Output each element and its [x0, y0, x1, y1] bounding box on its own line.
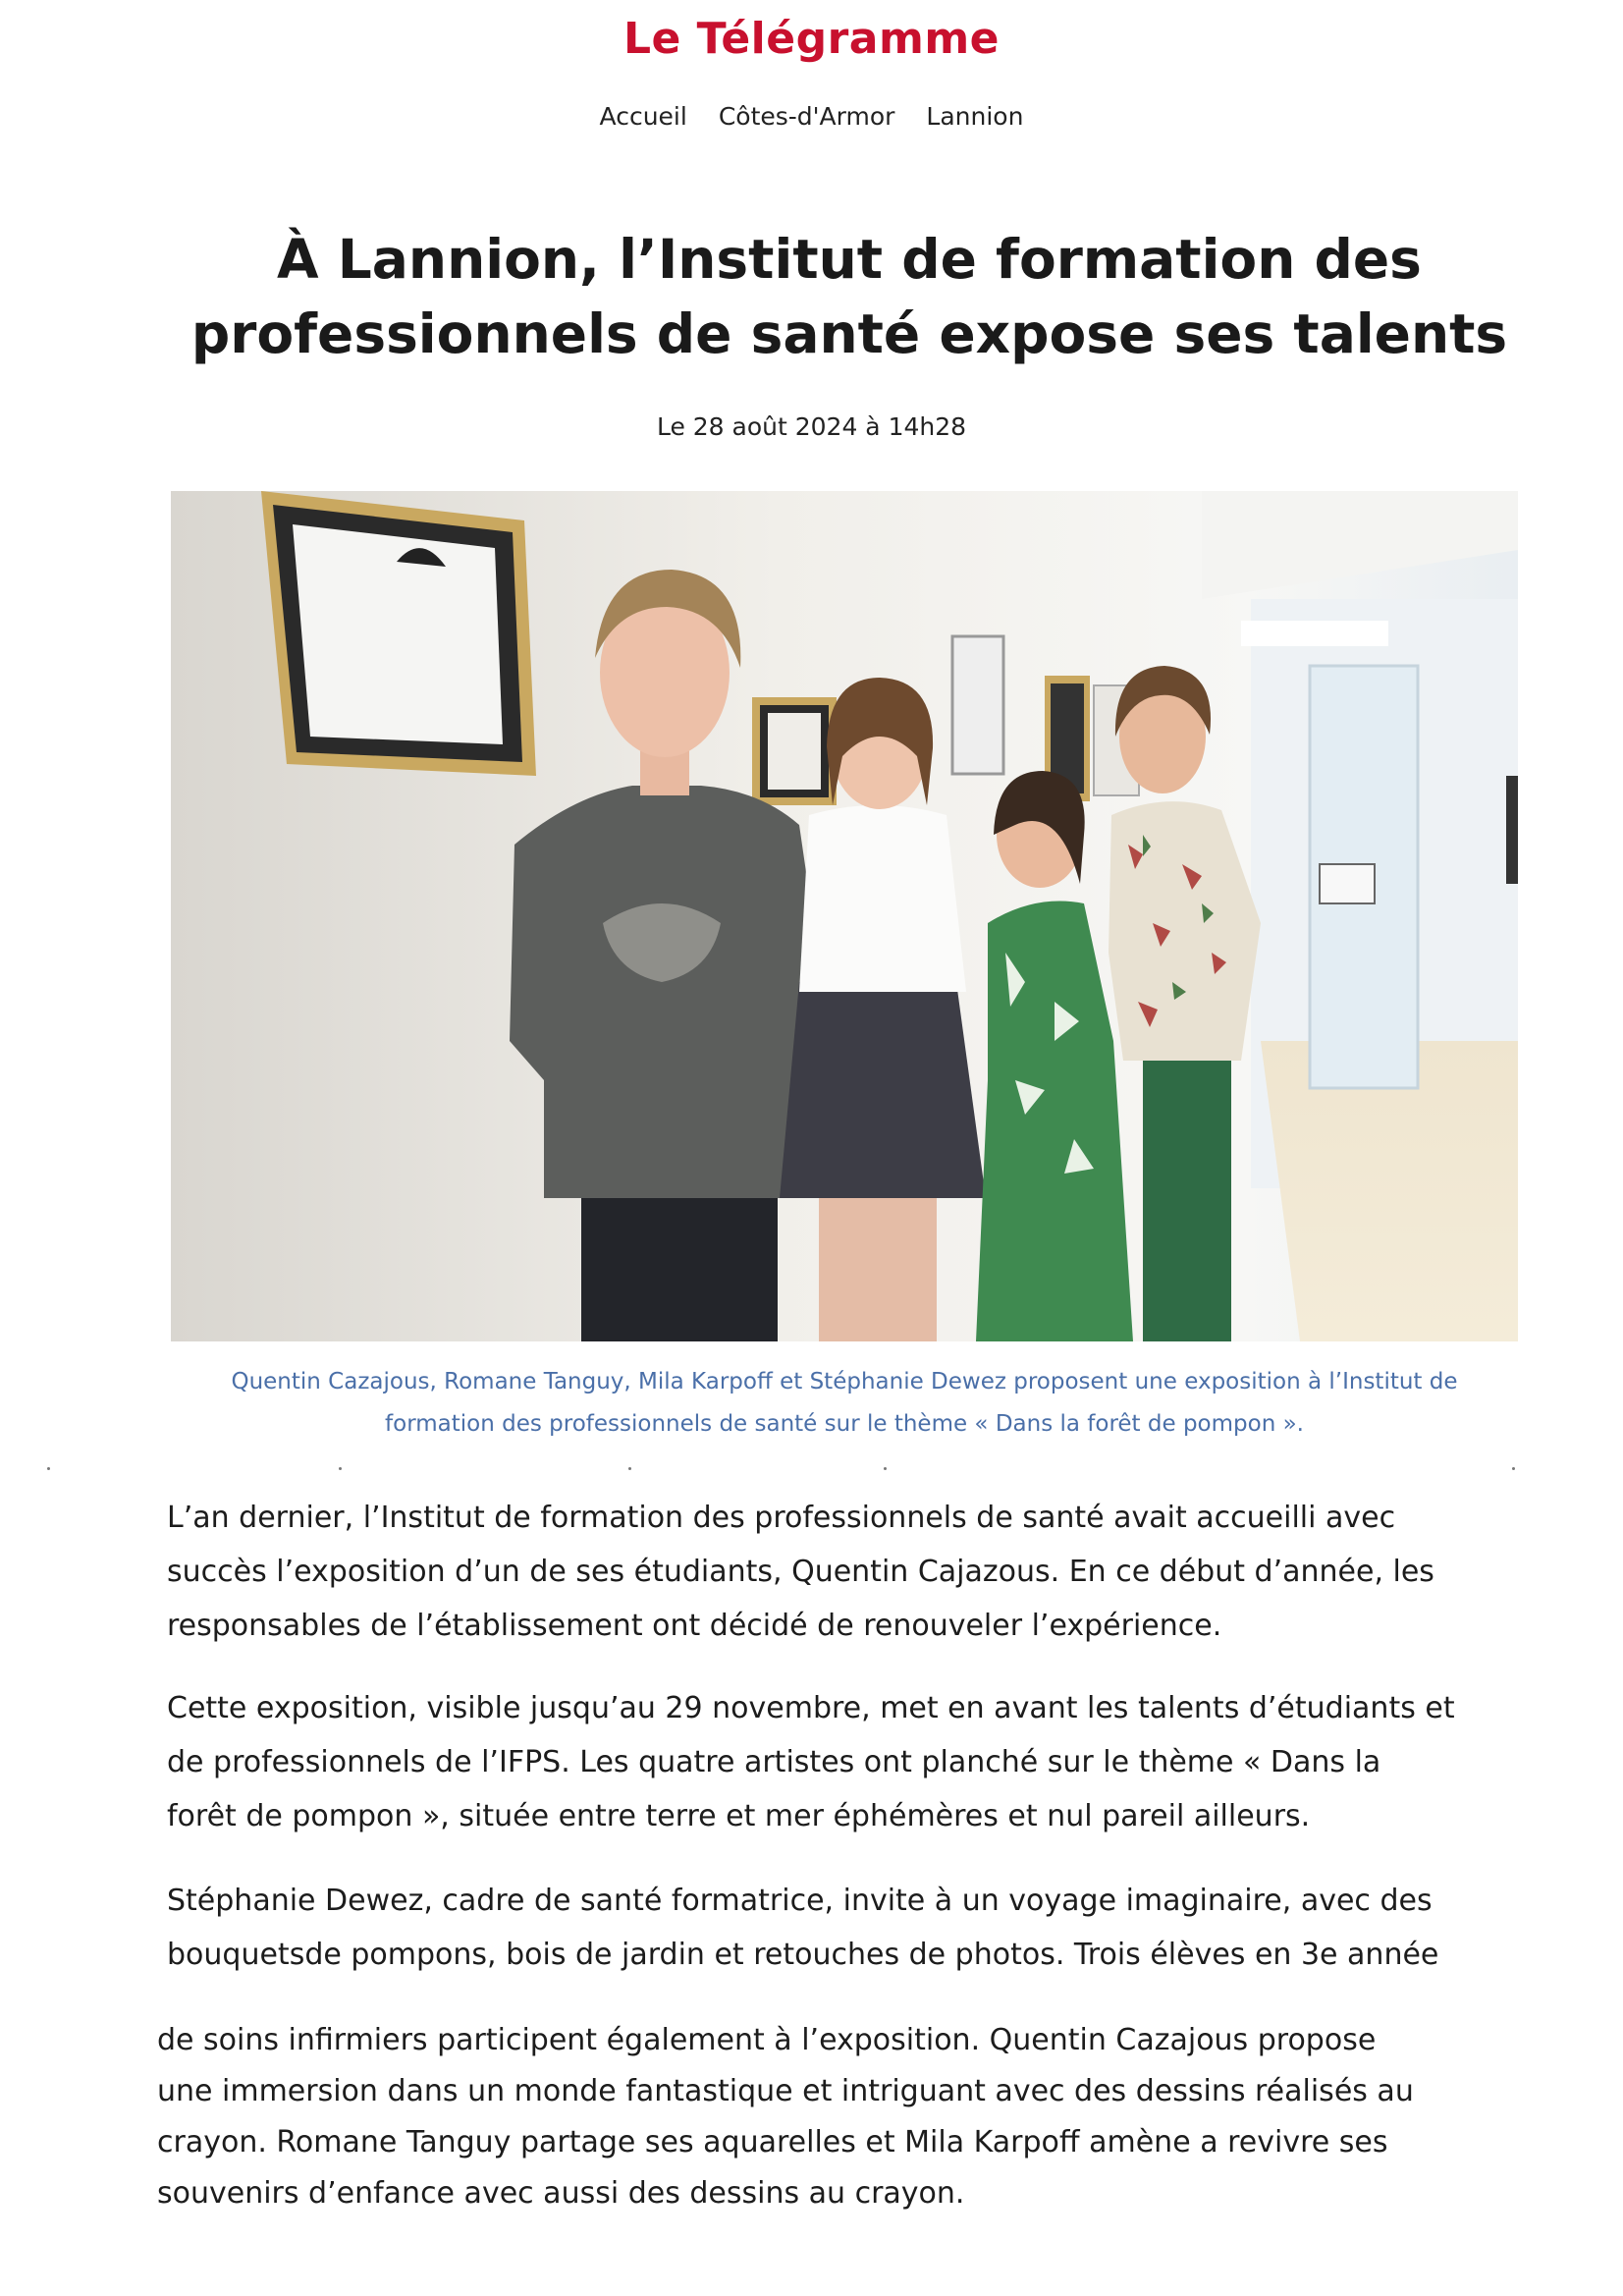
- site-logo[interactable]: Le Télégramme: [622, 14, 1001, 64]
- paragraph-line: L’an dernier, l’Institut de formation des professionnels de santé avait accueilli avec: [167, 1501, 1396, 1535]
- breadcrumb-item-accueil[interactable]: Accueil: [599, 102, 687, 131]
- framed-artwork-3: [952, 636, 1003, 774]
- paragraph-line: succès l’exposition d’un de ses étudiants, Quentin Cajazous. En ce début d’année, les: [167, 1555, 1434, 1589]
- photo-caption-line-1: Quentin Cazajous, Romane Tanguy, Mila Karpoff et Stéphanie Dewez proposent une exposition à l’Institut de: [231, 1369, 1458, 1394]
- paragraph-line: de soins infirmiers participent également à l’exposition. Quentin Cazajous propose: [157, 2023, 1377, 2057]
- breadcrumb-item-cotes-darmor[interactable]: Côtes-d'Armor: [718, 102, 895, 131]
- framed-artwork-2: [752, 697, 837, 805]
- article-date: Le 28 août 2024 à 14h28: [656, 412, 967, 441]
- framed-artwork-1: [261, 491, 536, 776]
- article-title-line-2: professionnels de santé expose ses talents: [190, 302, 1508, 365]
- photo-caption: [167, 1361, 1522, 1446]
- paragraph-line: bouquetsde pompons, bois de jardin et retouches de photos. Trois élèves en 3e année: [167, 1938, 1439, 1972]
- paragraph-line: responsables de l’établissement ont décidé de renouveler l’expérience.: [167, 1609, 1222, 1643]
- paragraph-line: crayon. Romane Tanguy partage ses aquarelles et Mila Karpoff amène a revivre ses: [157, 2125, 1388, 2159]
- paragraph-line: Stéphanie Dewez, cadre de santé formatrice, invite à un voyage imaginaire, avec des: [167, 1884, 1433, 1918]
- article-paragraph-1: [167, 1491, 1542, 1653]
- paragraph-line: une immersion dans un monde fantastique et intriguant avec des dessins réalisés au: [157, 2074, 1414, 2108]
- article-paragraph-2: [167, 1681, 1542, 1843]
- photo-caption-line-2: formation des professionnels de santé sur le thème « Dans la forêt de pompon ».: [385, 1411, 1304, 1437]
- breadcrumb-item-lannion[interactable]: Lannion: [926, 102, 1024, 131]
- article-paragraph-4: [157, 2015, 1492, 2219]
- article-title-line-1: À Lannion, l’Institut de formation des: [277, 228, 1422, 291]
- paragraph-line: Cette exposition, visible jusqu’au 29 novembre, met en avant les talents d’étudiants et: [167, 1691, 1455, 1725]
- article-photo: [171, 491, 1518, 1341]
- paragraph-line: forêt de pompon », située entre terre et mer éphémères et nul pareil ailleurs.: [167, 1799, 1311, 1833]
- article-paragraph-3: [167, 1874, 1542, 1982]
- paragraph-line: de professionnels de l’IFPS. Les quatre artistes ont planché sur le thème « Dans la: [167, 1745, 1381, 1779]
- article-title: [147, 222, 1551, 371]
- paragraph-line: souvenirs d’enfance avec aussi des dessins au crayon.: [157, 2176, 965, 2211]
- breadcrumb: [0, 102, 1623, 131]
